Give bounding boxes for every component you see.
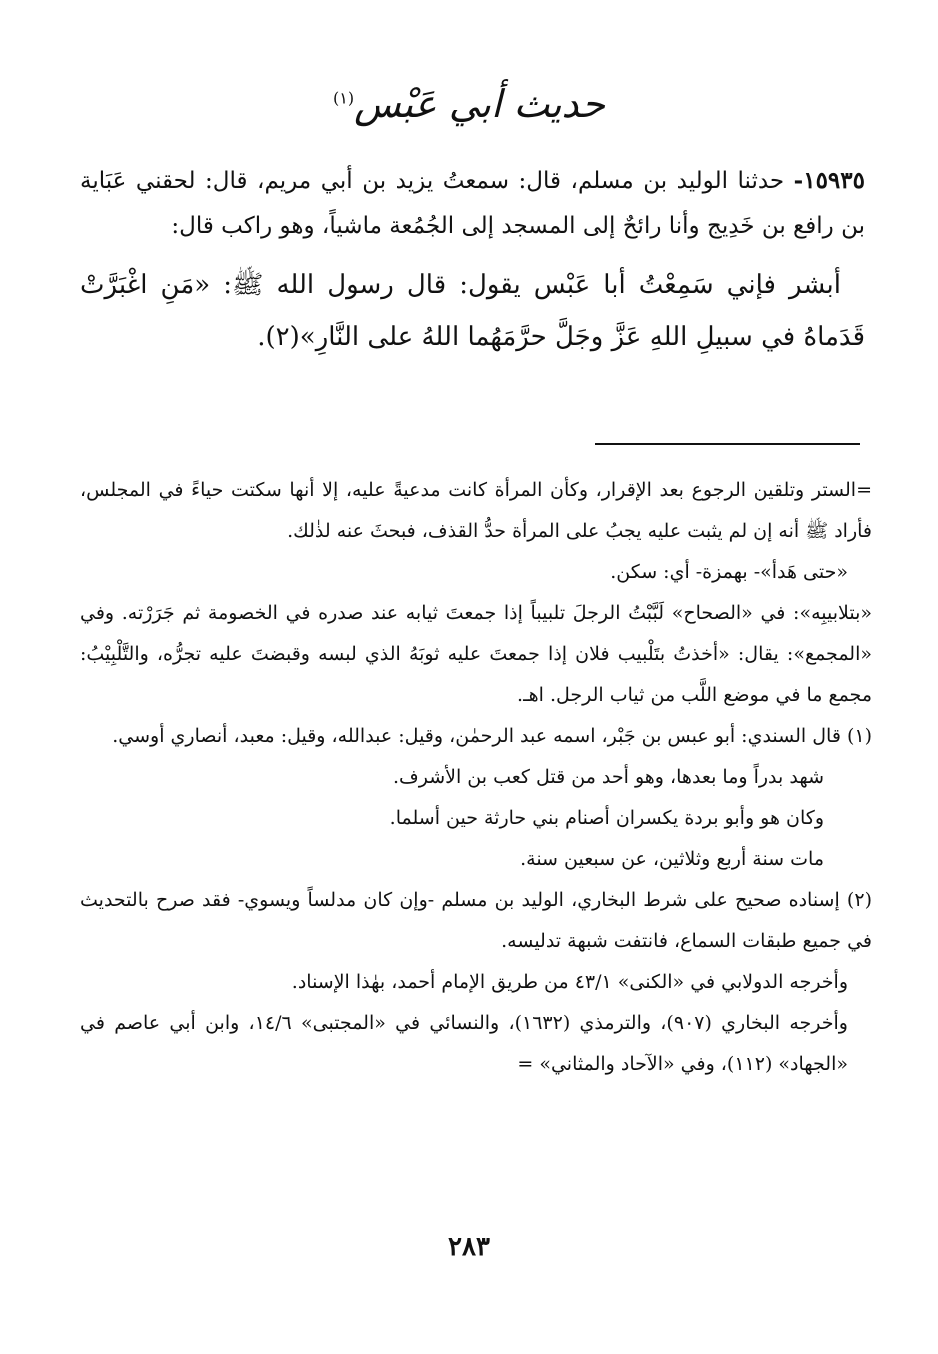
footnote-continuation: =الستر وتلقين الرجوع بعد الإقرار، وكأن المرأة كانت مدعيةً عليه، إلا أنها سكتت حياءً في المجلس، فأراد ﷺ أنه إن لم يثبت عليه يجبُ على المرأة حدُّ القذف، فبحثَ عنه لذٰلك. bbox=[80, 479, 872, 542]
chapter-title-footnote-marker: (١) bbox=[333, 88, 355, 108]
footnote-separator bbox=[595, 443, 860, 445]
footnote-bitalabibih: «بتلابيبِه»: في «الصحاح» لَبَّبْتُ الرجلَ تلبيباً إذا جمعتَ ثيابه عند صدره في الخصومة ثم جَرَرْته. وفي «المجمع»: يقال: «أخذتُ بتَلْبيب فلان إذا جمعتَ عليه ثوبَهُ الذي لبسه وقبضتَ عليه تجرُّه، والتَّلْبِيْبُ: مجمع ما في موضع اللَّب من ثياب الرجل. اهـ. bbox=[80, 602, 872, 706]
footnote-1-line-a: شهد بدراً وما بعدها، وهو أحد من قتل كعب بن الأشرف. bbox=[393, 766, 824, 788]
chapter-title-text: حديث أبي عَبْس bbox=[354, 82, 605, 126]
hadith-intro bbox=[80, 158, 865, 249]
hadith-isnad: حدثنا الوليد بن مسلم، قال: سمعتُ يزيد بن أبي مريم، قال: لحقني عَبَاية بن رافع بن خَدِيج وأنا رائحٌ إلى المسجد إلى الجُمُعة ماشياً، وهو راكب قال: bbox=[80, 168, 865, 239]
page-number: ٢٨٣ bbox=[448, 1232, 490, 1262]
footnote-1: (١) قال السندي: أبو عبس بن جَبْر، اسمه عبد الرحمٰن، وقيل: عبدالله، وقيل: معبد، أنصاري أوسي. bbox=[112, 725, 872, 747]
footnote-hata-hada: «حتى هَدأ»- بهمزة- أي: سكن. bbox=[610, 561, 848, 583]
chapter-title bbox=[0, 82, 938, 126]
footnote-1-line-c: مات سنة أربع وثلاثين، عن سبعين سنة. bbox=[520, 848, 824, 870]
footnote-1-line-b: وكان هو وأبو بردة يكسران أصنام بني حارثة حين أسلما. bbox=[389, 807, 824, 829]
hadith-block bbox=[80, 158, 865, 363]
footnote-2-line-b: وأخرجه البخاري (٩٠٧)، والترمذي (١٦٣٢)، والنسائي في «المجتبى» ١٤/٦، وابن أبي عاصم في «الجهاد» (١١٢)، وفي «الآحاد والمثاني» = bbox=[80, 1012, 848, 1075]
footnote-2-line-a: وأخرجه الدولابي في «الكنى» ٤٣/١ من طريق الإمام أحمد، بهٰذا الإسناد. bbox=[291, 971, 848, 993]
hadith-number: ١٥٩٣٥- bbox=[793, 167, 865, 194]
footnotes bbox=[80, 470, 872, 1085]
footnote-2: (٢) إسناده صحيح على شرط البخاري، الوليد بن مسلم -وإن كان مدلساً ويسوي- فقد صرح بالتحديث في جميع طبقات السماع، فانتفت شبهة تدليسه. bbox=[80, 889, 872, 952]
hadith-matn: أبشر فإني سَمِعْتُ أبا عَبْس يقول: قال رسول الله ﷺ: «مَنِ اغْبَرَّتْ قَدَماهُ في سبيلِ اللهِ عَزَّ وجَلَّ حرَّمَهُما اللهُ على النَّارِ»(٢). bbox=[80, 270, 865, 352]
